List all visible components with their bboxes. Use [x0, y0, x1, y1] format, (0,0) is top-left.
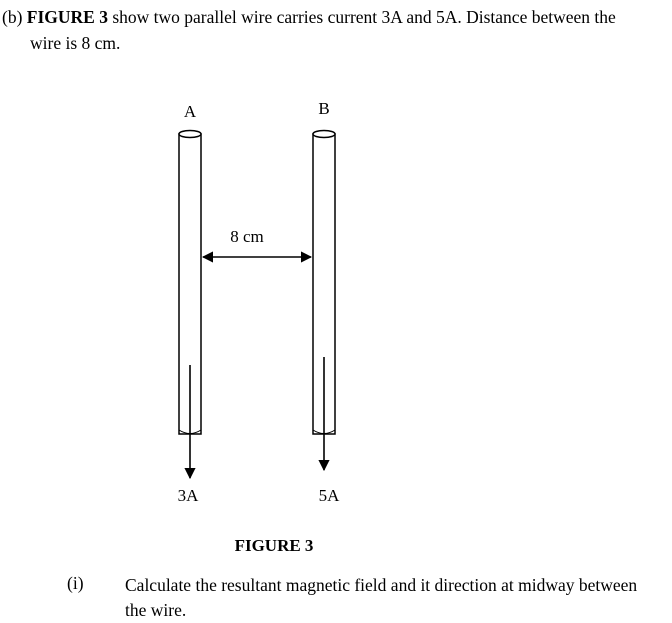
subquestion-number: (i)	[67, 573, 84, 593]
figure-reference: FIGURE 3	[26, 7, 108, 27]
wire-a-label: A	[183, 102, 197, 121]
wire-b-label: B	[318, 99, 330, 118]
question-line-1: show two parallel wire carries current 3A and 5A. Distance between the	[107, 7, 616, 27]
current-b-label: 5A	[318, 486, 340, 505]
distance-label: 8 cm	[230, 227, 264, 246]
current-a-label: 3A	[177, 486, 199, 505]
part-label: (b)	[2, 7, 23, 27]
figure-caption: FIGURE 3	[234, 536, 314, 555]
subquestion-text: Calculate the resultant magnetic field and it direction at midway between the wire.	[125, 575, 638, 620]
question-line-2: wire is 8 cm.	[30, 33, 121, 53]
